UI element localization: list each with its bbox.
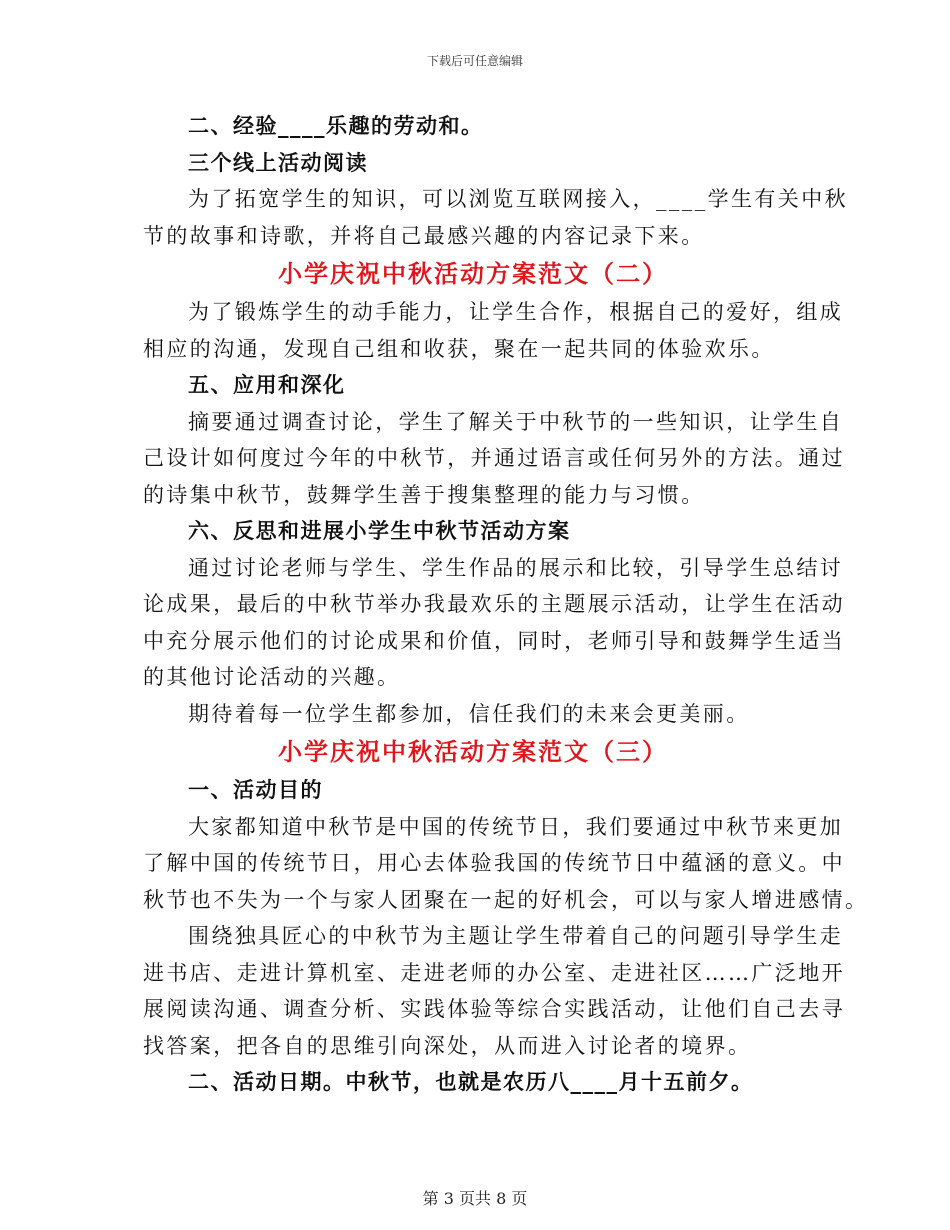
section-heading: 二、活动日期。中秋节，也就是农历八____月十五前夕。 — [188, 1070, 754, 1094]
section-title: 小学庆祝中秋活动方案范文（二） — [278, 260, 668, 288]
section-heading: 一、活动目的 — [188, 778, 323, 802]
paragraph-line: 己设计如何度过今年的中秋节，并通过语言或任何另外的方法。通过 — [143, 446, 845, 470]
paragraph-line: 秋节也不失为一个与家人团聚在一起的好机会，可以与家人增进感情。 — [143, 887, 869, 912]
paragraph-line: 进书店、走进计算机室、走进老师的办公室、走进社区……广泛地开 — [143, 960, 845, 985]
paragraph-line: 大家都知道中秋节是中国的传统节日，我们要通过中秋节来更加 — [188, 814, 844, 839]
paragraph-line: 中充分展示他们的讨论成果和价值，同时，老师引导和鼓舞学生适当 — [143, 628, 845, 653]
paragraph-line: 为了拓宽学生的知识，可以浏览互联网接入，____学生有关中秋 — [188, 187, 848, 211]
section-heading: 二、经验____乐趣的劳动和。 — [188, 114, 484, 138]
paragraph-line: 展阅读沟通、调查分析、实践体验等综合实践活动，让他们自己去寻 — [143, 997, 845, 1021]
paragraph-line: 为了锻炼学生的动手能力，让学生合作，根据自己的爱好，组成 — [188, 300, 844, 324]
paragraph-line: 节的故事和诗歌，并将自己最感兴趣的内容记录下来。 — [143, 223, 705, 248]
paragraph-line: 了解中国的传统节日，用心去体验我国的传统节日中蕴涵的意义。中 — [143, 851, 845, 875]
paragraph-line: 摘要通过调查讨论，学生了解关于中秋节的一些知识，让学生自 — [188, 409, 844, 434]
page-footer: 第 3 页共 8 页 — [422, 1189, 528, 1208]
paragraph-line: 的其他讨论活动的兴趣。 — [143, 665, 401, 689]
paragraph-line: 围绕独具匠心的中秋节为主题让学生带着自己的问题引导学生走 — [188, 924, 844, 948]
section-heading: 六、反思和进展小学生中秋节活动方案 — [188, 519, 571, 543]
paragraph-line: 相应的沟通，发现自己组和收获，聚在一起共同的体验欢乐。 — [143, 336, 775, 361]
paragraph-line: 的诗集中秋节，鼓舞学生善于搜集整理的能力与习惯。 — [143, 482, 705, 507]
paragraph-line: 论成果，最后的中秋节举办我最欢乐的主题展示活动，让学生在活动 — [143, 592, 845, 616]
section-heading: 五、应用和深化 — [188, 373, 346, 397]
section-title: 小学庆祝中秋活动方案范文（三） — [278, 738, 668, 766]
paragraph-line: 期待着每一位学生都参加，信任我们的未来会更美丽。 — [188, 701, 750, 726]
paragraph-line: 通过讨论老师与学生、学生作品的展示和比较，引导学生总结讨 — [188, 555, 844, 580]
section-heading: 三个线上活动阅读 — [188, 150, 368, 175]
page-header: 下载后可任意编辑 — [426, 54, 523, 68]
paragraph-line: 找答案，把各自的思维引向深处，从而进入讨论者的境界。 — [143, 1033, 752, 1058]
document-body — [143, 108, 869, 1101]
